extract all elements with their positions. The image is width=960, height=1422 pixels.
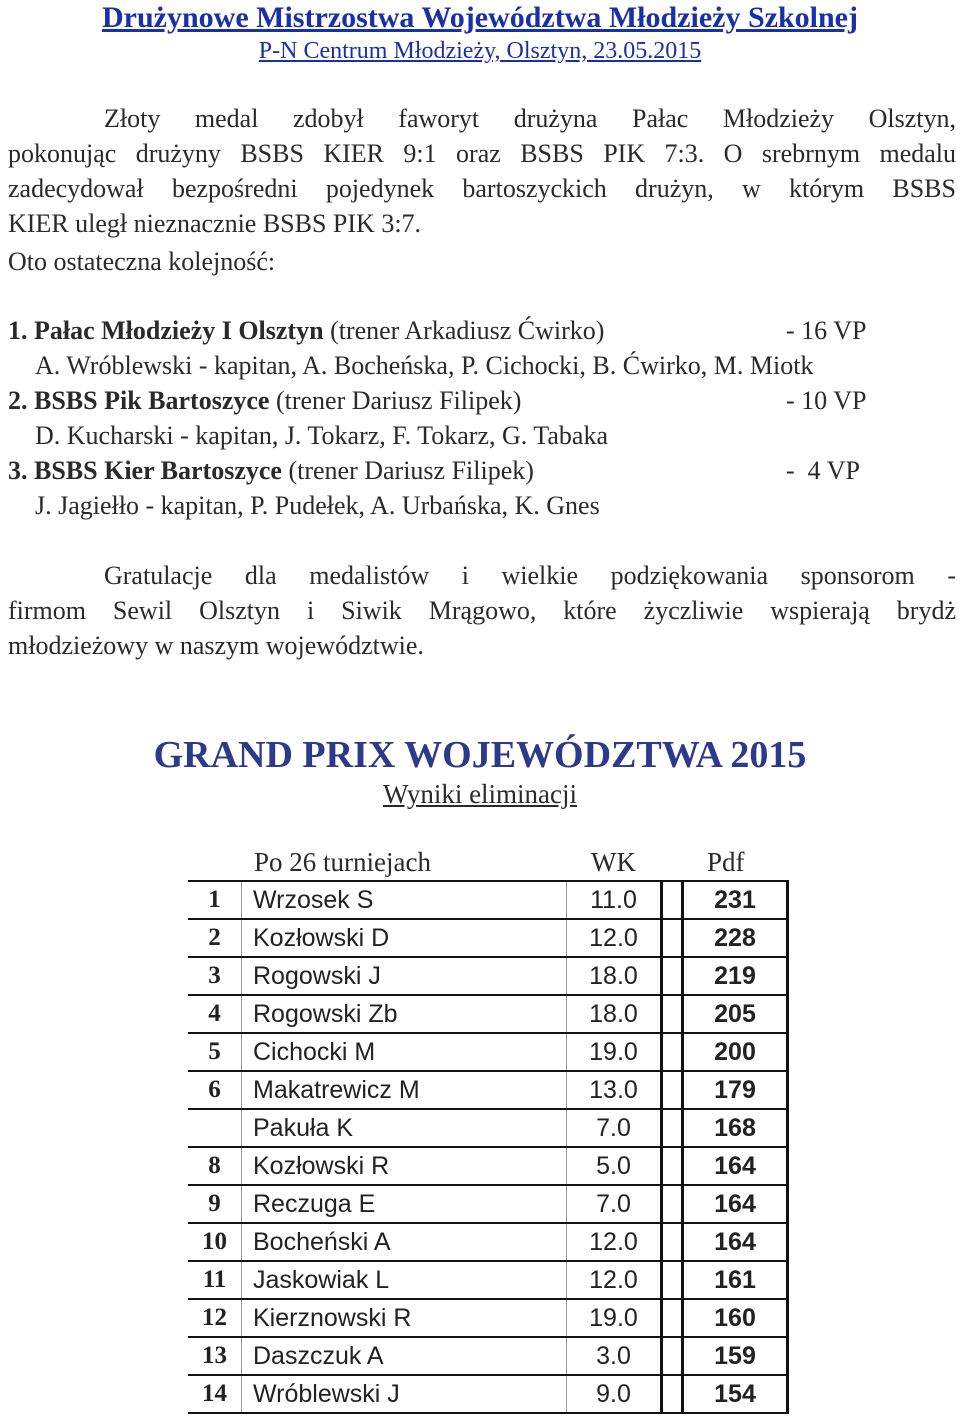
separator-cell	[662, 1147, 683, 1185]
wk-cell: 7.0	[567, 1185, 662, 1223]
standing-coach: (trener Dariusz Filipek)	[275, 386, 522, 415]
player-name-cell: Daszczuk A	[242, 1337, 567, 1375]
pdf-cell: 164	[683, 1223, 788, 1261]
player-name-cell: Wróblewski J	[242, 1375, 567, 1413]
wk-cell: 13.0	[567, 1071, 662, 1109]
rank-cell: 2	[188, 919, 242, 957]
separator-cell	[662, 1261, 683, 1299]
rank-cell: 10	[188, 1223, 242, 1261]
intro-paragraph	[8, 101, 956, 241]
rank-cell: 11	[188, 1261, 242, 1299]
standing-players: D. Kucharski - kapitan, J. Tokarz, F. Tokarz, G. Tabaka	[35, 421, 608, 450]
standing-points: - 4 VP	[786, 456, 860, 485]
table-row	[188, 1185, 788, 1223]
table-row	[188, 957, 788, 995]
player-name-cell: Rogowski Zb	[242, 995, 567, 1033]
rank-cell: 1	[188, 881, 242, 919]
table-row	[188, 1147, 788, 1185]
separator-cell	[662, 1375, 683, 1413]
table-row	[188, 1071, 788, 1109]
rank-cell: 4	[188, 995, 242, 1033]
player-name-cell: Cichocki M	[242, 1033, 567, 1071]
standing-place: 2.	[8, 386, 28, 415]
rank-cell: 13	[188, 1337, 242, 1375]
thanks-line: firmom Sewil Olsztyn i Siwik Mrągowo, które życzliwie wspierają brydż	[8, 596, 956, 625]
standing-coach: (trener Arkadiusz Ćwirko)	[330, 316, 605, 345]
table-row	[188, 1375, 788, 1413]
player-name-cell: Kozłowski D	[242, 919, 567, 957]
table-row	[188, 1033, 788, 1071]
separator-cell	[662, 881, 683, 919]
pdf-cell: 179	[683, 1071, 788, 1109]
order-label: Oto ostateczna kolejność:	[8, 247, 276, 276]
standing-points: - 10 VP	[786, 386, 867, 415]
separator-cell	[662, 1071, 683, 1109]
wk-cell: 18.0	[567, 957, 662, 995]
table-row	[188, 919, 788, 957]
standing-team: BSBS Pik Bartoszyce	[34, 386, 270, 415]
separator-cell	[662, 1299, 683, 1337]
table-row	[188, 1337, 788, 1375]
player-name-cell: Kozłowski R	[242, 1147, 567, 1185]
results-table	[188, 880, 789, 1414]
thanks-paragraph	[8, 558, 956, 663]
table-row	[188, 1299, 788, 1337]
standing-3-line	[8, 453, 534, 488]
separator-cell	[662, 1223, 683, 1261]
grand-prix-subtitle: Wyniki eliminacji	[382, 779, 578, 809]
standing-players: A. Wróblewski - kapitan, A. Bocheńska, P. Cichocki, B. Ćwirko, M. Miotk	[35, 351, 814, 380]
pdf-cell: 154	[683, 1375, 788, 1413]
standing-1-line	[8, 313, 604, 348]
pdf-cell: 231	[683, 881, 788, 919]
table-row	[188, 1223, 788, 1261]
thanks-line: Gratulacje dla medalistów i wielkie podziękowania sponsorom -	[104, 561, 956, 590]
standing-coach: (trener Dariusz Filipek)	[288, 456, 534, 485]
rank-cell: 9	[188, 1185, 242, 1223]
rank-cell: 14	[188, 1375, 242, 1413]
wk-cell: 12.0	[567, 919, 662, 957]
standing-place: 1.	[8, 316, 28, 345]
standing-points: - 16 VP	[786, 316, 867, 345]
separator-cell	[662, 957, 683, 995]
separator-cell	[662, 1185, 683, 1223]
player-name-cell: Pakuła K	[242, 1109, 567, 1147]
separator-cell	[662, 1109, 683, 1147]
rank-cell: 6	[188, 1071, 242, 1109]
wk-cell: 18.0	[567, 995, 662, 1033]
separator-cell	[662, 1033, 683, 1071]
player-name-cell: Rogowski J	[242, 957, 567, 995]
standing-team: BSBS Kier Bartoszyce	[34, 456, 282, 485]
standing-team: Pałac Młodzieży I Olsztyn	[34, 316, 324, 345]
col-header-wk: WK	[591, 847, 636, 877]
pdf-cell: 159	[683, 1337, 788, 1375]
standing-2-line	[8, 383, 521, 418]
pdf-cell: 200	[683, 1033, 788, 1071]
intro-line: KIER uległ nieznacznie BSBS PIK 3:7.	[8, 209, 422, 238]
pdf-cell: 160	[683, 1299, 788, 1337]
player-name-cell: Kierznowski R	[242, 1299, 567, 1337]
pdf-cell: 228	[683, 919, 788, 957]
wk-cell: 11.0	[567, 881, 662, 919]
rank-cell: 5	[188, 1033, 242, 1071]
wk-cell: 7.0	[567, 1109, 662, 1147]
separator-cell	[662, 1337, 683, 1375]
rank-cell	[188, 1109, 242, 1147]
wk-cell: 12.0	[567, 1261, 662, 1299]
pdf-cell: 205	[683, 995, 788, 1033]
wk-cell: 5.0	[567, 1147, 662, 1185]
player-name-cell: Makatrewicz M	[242, 1071, 567, 1109]
wk-cell: 3.0	[567, 1337, 662, 1375]
intro-line: pokonując drużyny BSBS KIER 9:1 oraz BSBS PIK 7:3. O srebrnym medalu	[8, 139, 956, 168]
wk-cell: 19.0	[567, 1033, 662, 1071]
player-name-cell: Bocheński A	[242, 1223, 567, 1261]
wk-cell: 19.0	[567, 1299, 662, 1337]
table-row	[188, 881, 788, 919]
intro-line: Złoty medal zdobył faworyt drużyna Pałac Młodzieży Olsztyn,	[104, 104, 956, 133]
player-name-cell: Wrzosek S	[242, 881, 567, 919]
player-name-cell: Reczuga E	[242, 1185, 567, 1223]
wk-cell: 12.0	[567, 1223, 662, 1261]
standing-players: J. Jagiełło - kapitan, P. Pudełek, A. Urbańska, K. Gnes	[35, 491, 600, 520]
standing-place: 3.	[8, 456, 28, 485]
table-row	[188, 1261, 788, 1299]
grand-prix-title: GRAND PRIX WOJEWÓDZTWA 2015	[153, 734, 807, 776]
pdf-cell: 168	[683, 1109, 788, 1147]
page-title: Drużynowe Mistrzostwa Województwa Młodzieży Szkolnej	[102, 1, 858, 34]
wk-cell: 9.0	[567, 1375, 662, 1413]
rank-cell: 3	[188, 957, 242, 995]
pdf-cell: 219	[683, 957, 788, 995]
player-name-cell: Jaskowiak L	[242, 1261, 567, 1299]
col-header-pdf: Pdf	[707, 847, 745, 877]
intro-line: zadecydował bezpośredni pojedynek bartoszyckich drużyn, w którym BSBS	[8, 174, 956, 203]
table-row	[188, 1109, 788, 1147]
pdf-cell: 161	[683, 1261, 788, 1299]
rank-cell: 12	[188, 1299, 242, 1337]
col-header-rounds: Po 26 turniejach	[254, 847, 431, 877]
pdf-cell: 164	[683, 1185, 788, 1223]
rank-cell: 8	[188, 1147, 242, 1185]
table-row	[188, 995, 788, 1033]
pdf-cell: 164	[683, 1147, 788, 1185]
separator-cell	[662, 995, 683, 1033]
thanks-line: młodzieżowy w naszym województwie.	[8, 631, 424, 660]
page-subtitle: P-N Centrum Młodzieży, Olsztyn, 23.05.2015	[258, 38, 702, 64]
separator-cell	[662, 919, 683, 957]
